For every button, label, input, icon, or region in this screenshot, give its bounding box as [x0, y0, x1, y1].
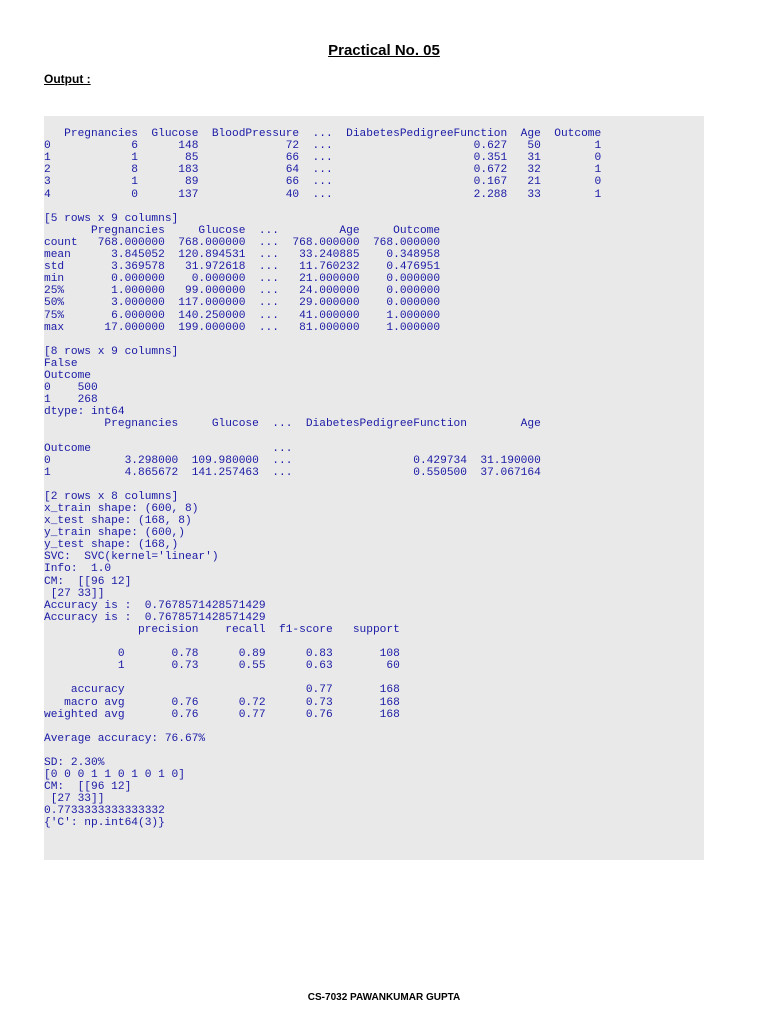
- console-line: mean 3.845052 120.894531 ... 33.240885 0.348958: [44, 249, 441, 262]
- console-line: {'C': np.int64(3)}: [44, 817, 165, 830]
- console-line: [27 33]]: [44, 587, 105, 600]
- console-line: Pregnancies Glucose ... DiabetesPedigreeFunction Age: [44, 418, 541, 431]
- console-line: [44, 430, 704, 442]
- console-line: [27 33]]: [44, 793, 105, 806]
- console-line: 0 3.298000 109.980000 ... 0.429734 31.190000: [44, 454, 541, 467]
- console-line: accuracy 0.77 168: [44, 684, 400, 697]
- console-line: weighted avg 0.76 0.77 0.76 168: [44, 708, 400, 721]
- console-line: max 17.000000 199.000000 ... 81.000000 1.000000: [44, 321, 441, 334]
- page-title-text: Practical No. 05: [328, 42, 440, 59]
- console-line: std 3.369578 31.972618 ... 11.760232 0.476951: [44, 261, 441, 274]
- console-line: 1 268: [44, 394, 98, 407]
- console-line: Info: 1.0: [44, 563, 112, 576]
- console-line: 4 0 137 40 ... 2.288 33 1: [44, 188, 602, 201]
- console-line: 1 1 85 66 ... 0.351 31 0: [44, 152, 602, 165]
- console-line: x_test shape: (168, 8): [44, 515, 192, 528]
- console-line: [44, 201, 704, 213]
- console-line: x_train shape: (600, 8): [44, 503, 199, 515]
- console-line: False: [44, 357, 78, 370]
- console-line: min 0.000000 0.000000 ... 21.000000 0.000000: [44, 273, 441, 286]
- console-line: [44, 745, 704, 757]
- console-line: [44, 116, 704, 128]
- console-line: 3 1 89 66 ... 0.167 21 0: [44, 176, 602, 189]
- page-title: [0, 42, 768, 59]
- console-line: Pregnancies Glucose ... Age Outcome: [44, 224, 441, 237]
- console-line: 75% 6.000000 140.250000 ... 41.000000 1.000000: [44, 309, 441, 322]
- console-line: Accuracy is : 0.7678571428571429: [44, 599, 266, 612]
- console-line: [44, 334, 704, 346]
- console-line: Outcome ...: [44, 442, 293, 455]
- console-line: CM: [[96 12]: [44, 781, 132, 794]
- console-line: 0.7733333333333332: [44, 805, 165, 818]
- console-line: [0 0 0 1 1 0 1 0 1 0]: [44, 769, 185, 782]
- console-line: dtype: int64: [44, 406, 125, 419]
- console-line: Pregnancies Glucose BloodPressure ... DiabetesPedigreeFunction Age Outcome: [44, 128, 602, 141]
- console-line: [44, 721, 704, 733]
- console-line: precision recall f1-score support: [44, 623, 400, 636]
- console-line: SD: 2.30%: [44, 756, 105, 769]
- console-line: SVC: SVC(kernel='linear'): [44, 551, 219, 564]
- console-line: macro avg 0.76 0.72 0.73 168: [44, 696, 400, 709]
- page-footer: CS-7032 PAWANKUMAR GUPTA: [307, 992, 461, 1003]
- console-line: y_train shape: (600,): [44, 527, 185, 540]
- console-line: 1 0.73 0.55 0.63 60: [44, 660, 400, 673]
- console-line: Average accuracy: 76.67%: [44, 732, 206, 745]
- console-line: 2 8 183 64 ... 0.672 32 1: [44, 164, 602, 177]
- console-line: [8 rows x 9 columns]: [44, 345, 179, 358]
- console-line: Outcome: [44, 369, 91, 382]
- console-line: [44, 672, 704, 684]
- output-label: Output :: [44, 72, 91, 86]
- console-line: CM: [[96 12]: [44, 575, 132, 588]
- console-line: 25% 1.000000 99.000000 ... 24.000000 0.000000: [44, 285, 441, 298]
- console-output: [44, 116, 704, 860]
- console-line: 1 4.865672 141.257463 ... 0.550500 37.067164: [44, 466, 541, 479]
- console-line: 50% 3.000000 117.000000 ... 29.000000 0.000000: [44, 297, 441, 310]
- console-line: [5 rows x 9 columns]: [44, 212, 179, 225]
- console-line: [44, 479, 704, 491]
- console-line: count 768.000000 768.000000 ... 768.000000 768.000000: [44, 236, 441, 249]
- console-line: 0 500: [44, 382, 98, 395]
- console-line: [44, 636, 704, 648]
- console-line: 0 6 148 72 ... 0.627 50 1: [44, 140, 602, 153]
- console-line: [2 rows x 8 columns]: [44, 490, 179, 503]
- console-line: Accuracy is : 0.7678571428571429: [44, 611, 266, 624]
- console-line: y_test shape: (168,): [44, 539, 179, 552]
- console-line: 0 0.78 0.89 0.83 108: [44, 648, 400, 661]
